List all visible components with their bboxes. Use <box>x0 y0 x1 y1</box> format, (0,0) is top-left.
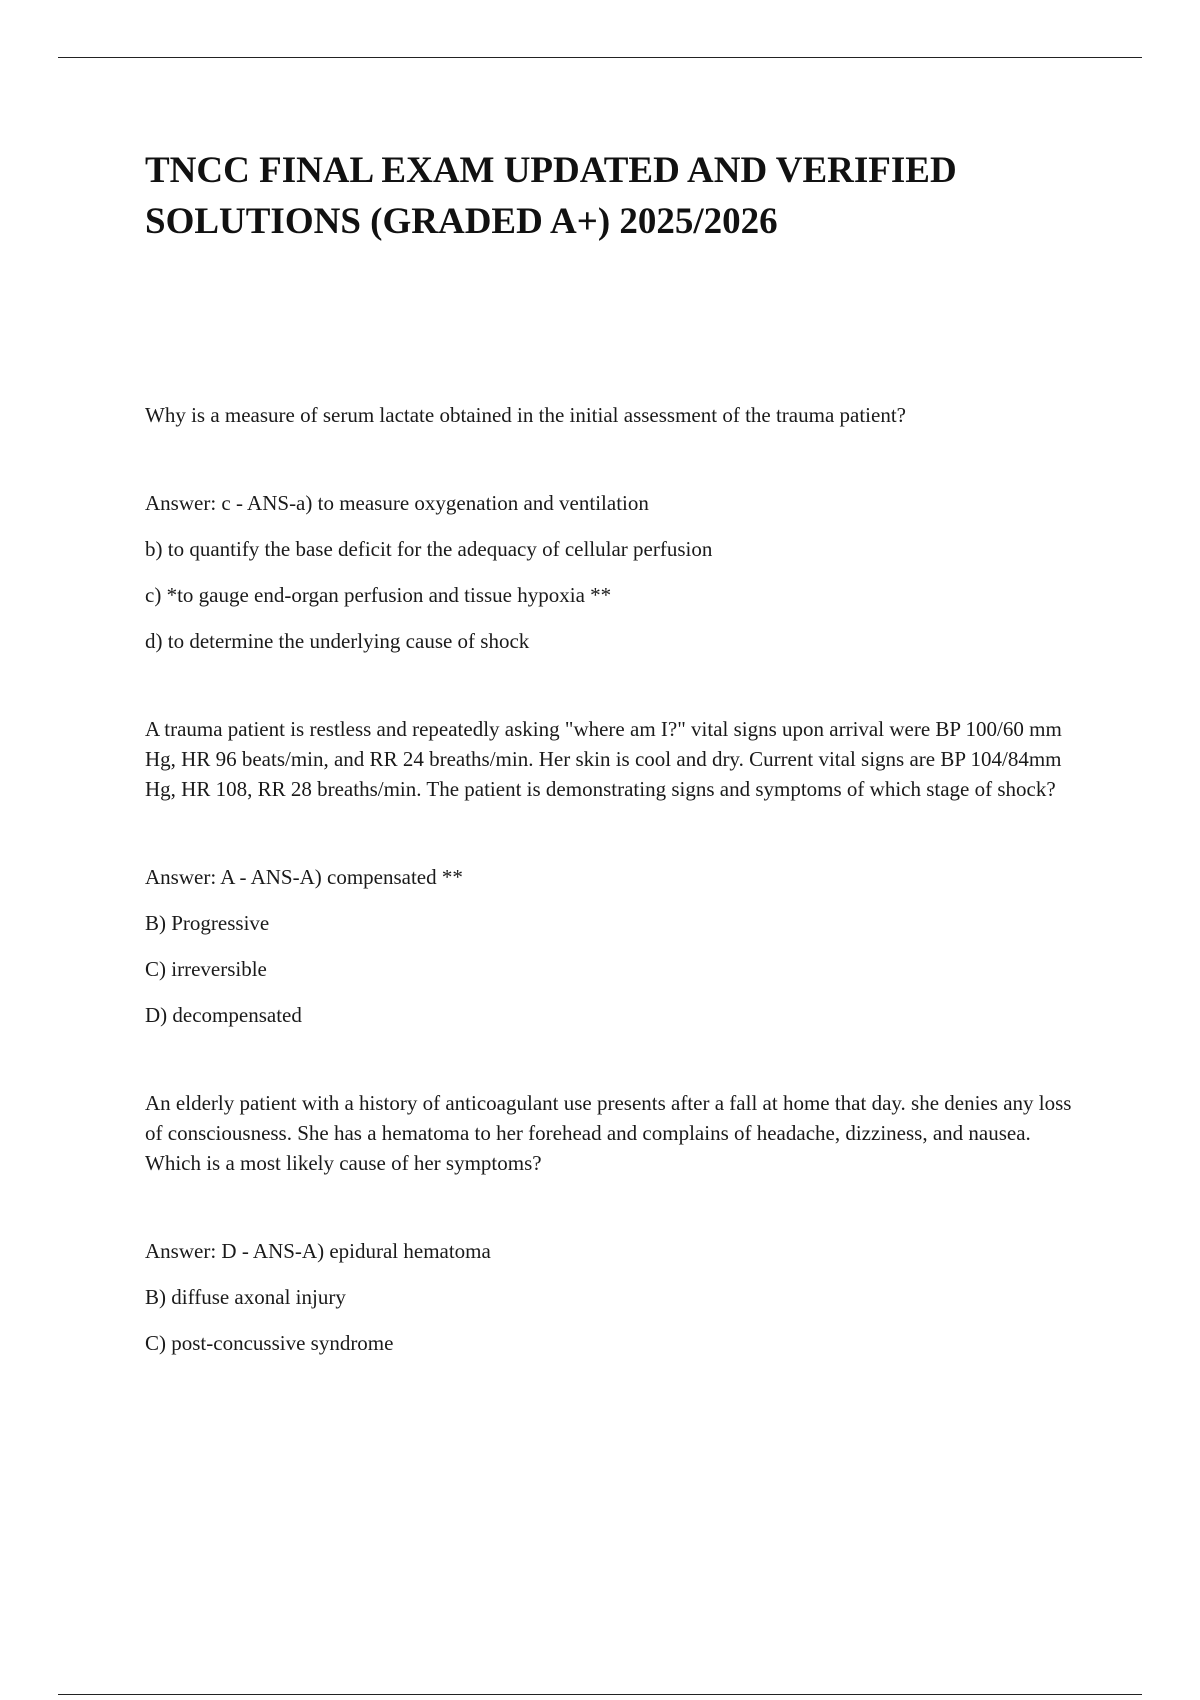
answer-option: c) *to gauge end-organ perfusion and tissue hypoxia ** <box>145 583 612 607</box>
document-title <box>145 145 1095 247</box>
top-divider <box>58 57 1142 58</box>
question-block <box>145 1088 1090 1358</box>
answer-option: D) decompensated <box>145 1003 302 1027</box>
answer-option: C) post-concussive syndrome <box>145 1331 394 1355</box>
answer-option: Answer: D - ANS-A) epidural hematoma <box>145 1239 491 1263</box>
answer-option: d) to determine the underlying cause of shock <box>145 629 530 653</box>
answer-option: C) irreversible <box>145 957 267 981</box>
question-list <box>145 400 1090 1416</box>
answer-option: B) Progressive <box>145 911 270 935</box>
title-line-2: SOLUTIONS (GRADED A+) 2025/2026 <box>145 201 778 242</box>
question-text: An elderly patient with a history of anticoagulant use presents after a fall at home that day. she denies any loss of consciousness. She has a hematoma to her forehead and complains of headache, dizziness, and nausea. Which is a most likely cause of her symptoms? <box>145 1091 1072 1175</box>
answer-option: b) to quantify the base deficit for the adequacy of cellular perfusion <box>145 537 713 561</box>
answer-option: B) diffuse axonal injury <box>145 1285 346 1309</box>
question-block <box>145 714 1090 1030</box>
question-block <box>145 400 1090 656</box>
answer-option: Answer: A - ANS-A) compensated ** <box>145 865 463 889</box>
answer-option: Answer: c - ANS-a) to measure oxygenation and ventilation <box>145 491 649 515</box>
bottom-divider <box>58 1694 1142 1695</box>
title-line-1: TNCC FINAL EXAM UPDATED AND VERIFIED <box>145 150 957 191</box>
question-text: A trauma patient is restless and repeatedly asking "where am I?" vital signs upon arrival were BP 100/60 mm Hg, HR 96 beats/min, and RR 24 breaths/min. Her skin is cool and dry. Current vital signs are BP 104/84mm Hg, HR 108, RR 28 breaths/min. The patient is demonstrating signs and symptoms of which stage of shock? <box>145 717 1062 801</box>
question-text: Why is a measure of serum lactate obtained in the initial assessment of the trauma patient? <box>145 403 906 427</box>
